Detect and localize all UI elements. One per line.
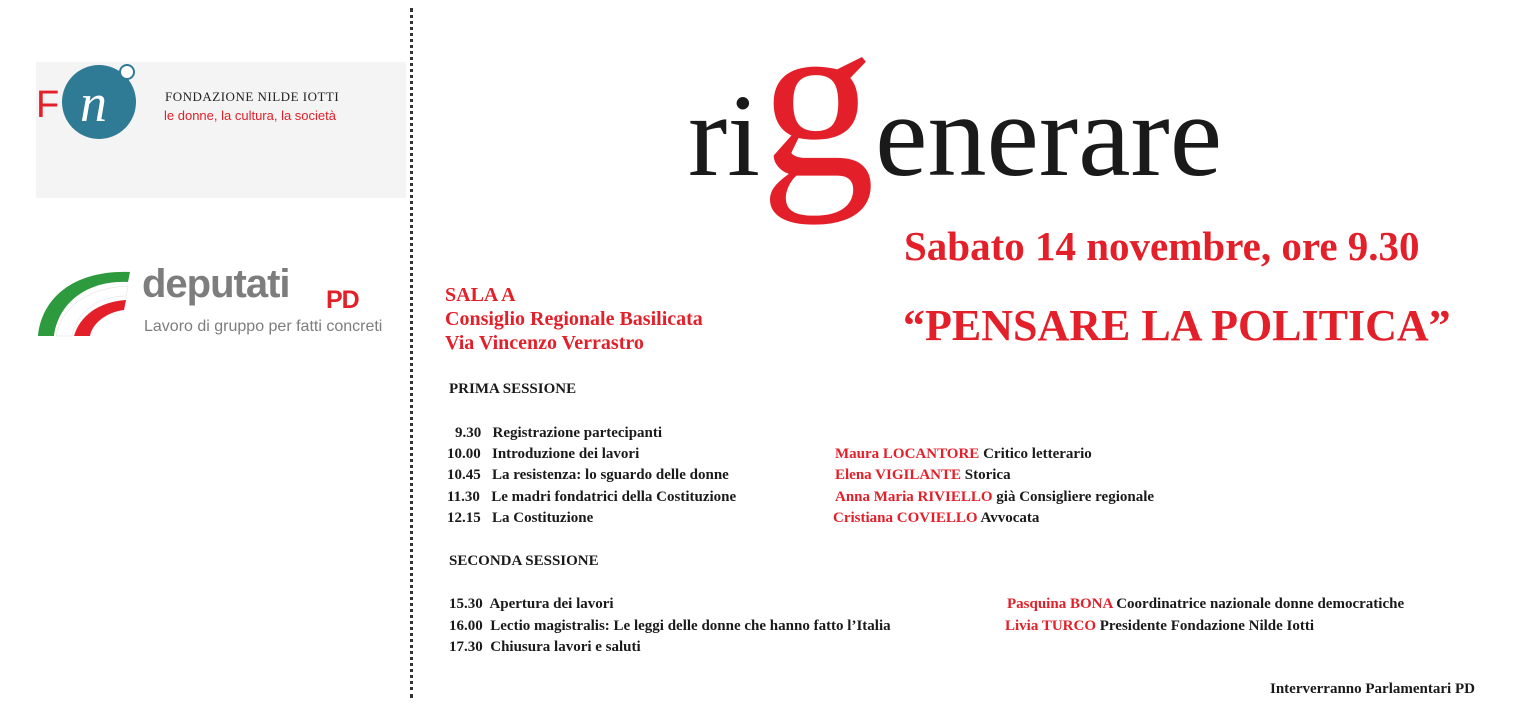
pd-logo-name: deputati xyxy=(142,262,290,306)
pd-logo-tagline: Lavoro di gruppo per fatti concreti xyxy=(144,318,383,335)
venue-place: Consiglio Regionale Basilicata xyxy=(445,308,703,330)
row-time: 10.45 xyxy=(447,467,481,483)
fondazione-name: FONDAZIONE NILDE IOTTI xyxy=(165,89,340,104)
row-time: 11.30 xyxy=(447,489,480,505)
speaker-role: Critico letterario xyxy=(983,446,1092,462)
speaker-line xyxy=(835,467,1011,484)
fondazione-tagline: le donne, la cultura, la società xyxy=(164,108,336,123)
row-topic: Lectio magistralis: Le leggi delle donne che hanno fatto l’Italia xyxy=(490,618,891,634)
speaker-role: Presidente Fondazione Nilde Iotti xyxy=(1099,618,1315,634)
venue-address: Via Vincenzo Verrastro xyxy=(445,332,644,354)
speaker-line xyxy=(835,446,1092,463)
title-highlight-letter: g xyxy=(760,0,876,225)
row-time: 17.30 xyxy=(449,639,483,655)
event-theme: “PENSARE LA POLITICA” xyxy=(903,301,1451,350)
row-topic: Registrazione partecipanti xyxy=(492,425,663,441)
row-topic: Le madri fondatrici della Costituzione xyxy=(491,489,737,505)
speaker-role: Storica xyxy=(964,467,1011,483)
event-title xyxy=(688,0,1223,225)
speaker-line xyxy=(835,489,1154,506)
pd-logo-badge: PD xyxy=(326,286,359,314)
vertical-divider xyxy=(410,8,413,698)
speaker-name: Maura LOCANTORE xyxy=(835,446,980,462)
speaker-role: già Consigliere regionale xyxy=(996,489,1155,505)
row-topic: Chiusura lavori e saluti xyxy=(490,639,641,655)
speaker-name: Pasquina BONA xyxy=(1007,596,1113,612)
footer-note: Interverranno Parlamentari PD xyxy=(1270,681,1475,697)
session-2-label: SECONDA SESSIONE xyxy=(449,553,599,569)
title-prefix: ri xyxy=(688,70,761,201)
title-suffix: enerare xyxy=(875,70,1223,201)
schedule-row xyxy=(449,639,641,656)
schedule-row xyxy=(447,510,593,527)
speaker-line xyxy=(833,510,1039,527)
schedule-row xyxy=(449,618,891,635)
speaker-name: Anna Maria RIVIELLO xyxy=(835,489,993,505)
row-time: 9.30 xyxy=(455,425,482,441)
row-topic: La resistenza: lo sguardo delle donne xyxy=(492,467,729,483)
speaker-line xyxy=(1005,618,1314,635)
speaker-name: Elena VIGILANTE xyxy=(835,467,962,483)
fondazione-logo-letter: F xyxy=(36,84,60,126)
fondazione-logo-monogram: n xyxy=(80,73,107,133)
row-time: 16.00 xyxy=(449,618,483,634)
pd-swoosh-icon xyxy=(36,266,132,338)
venue-block xyxy=(445,283,703,355)
schedule-row xyxy=(447,467,729,484)
row-time: 15.30 xyxy=(449,596,483,612)
schedule-row xyxy=(455,425,662,442)
row-time: 12.15 xyxy=(447,510,481,526)
venue-room: SALA A xyxy=(445,284,516,306)
row-time: 10.00 xyxy=(447,446,481,462)
row-topic: Introduzione dei lavori xyxy=(492,446,640,462)
fondazione-logo-dot xyxy=(119,64,135,80)
row-topic: Apertura dei lavori xyxy=(489,596,614,612)
session-1-label: PRIMA SESSIONE xyxy=(449,381,577,397)
speaker-name: Livia TURCO xyxy=(1005,618,1096,634)
speaker-role: Avvocata xyxy=(980,510,1040,526)
schedule-row xyxy=(447,446,639,463)
speaker-role: Coordinatrice nazionale donne democratiche xyxy=(1116,596,1405,612)
speaker-name: Cristiana COVIELLO xyxy=(833,510,978,526)
row-topic: La Costituzione xyxy=(492,510,594,526)
event-date: Sabato 14 novembre, ore 9.30 xyxy=(904,223,1420,269)
speaker-line xyxy=(1007,596,1404,613)
schedule-row xyxy=(447,489,736,506)
schedule-row xyxy=(449,596,614,613)
